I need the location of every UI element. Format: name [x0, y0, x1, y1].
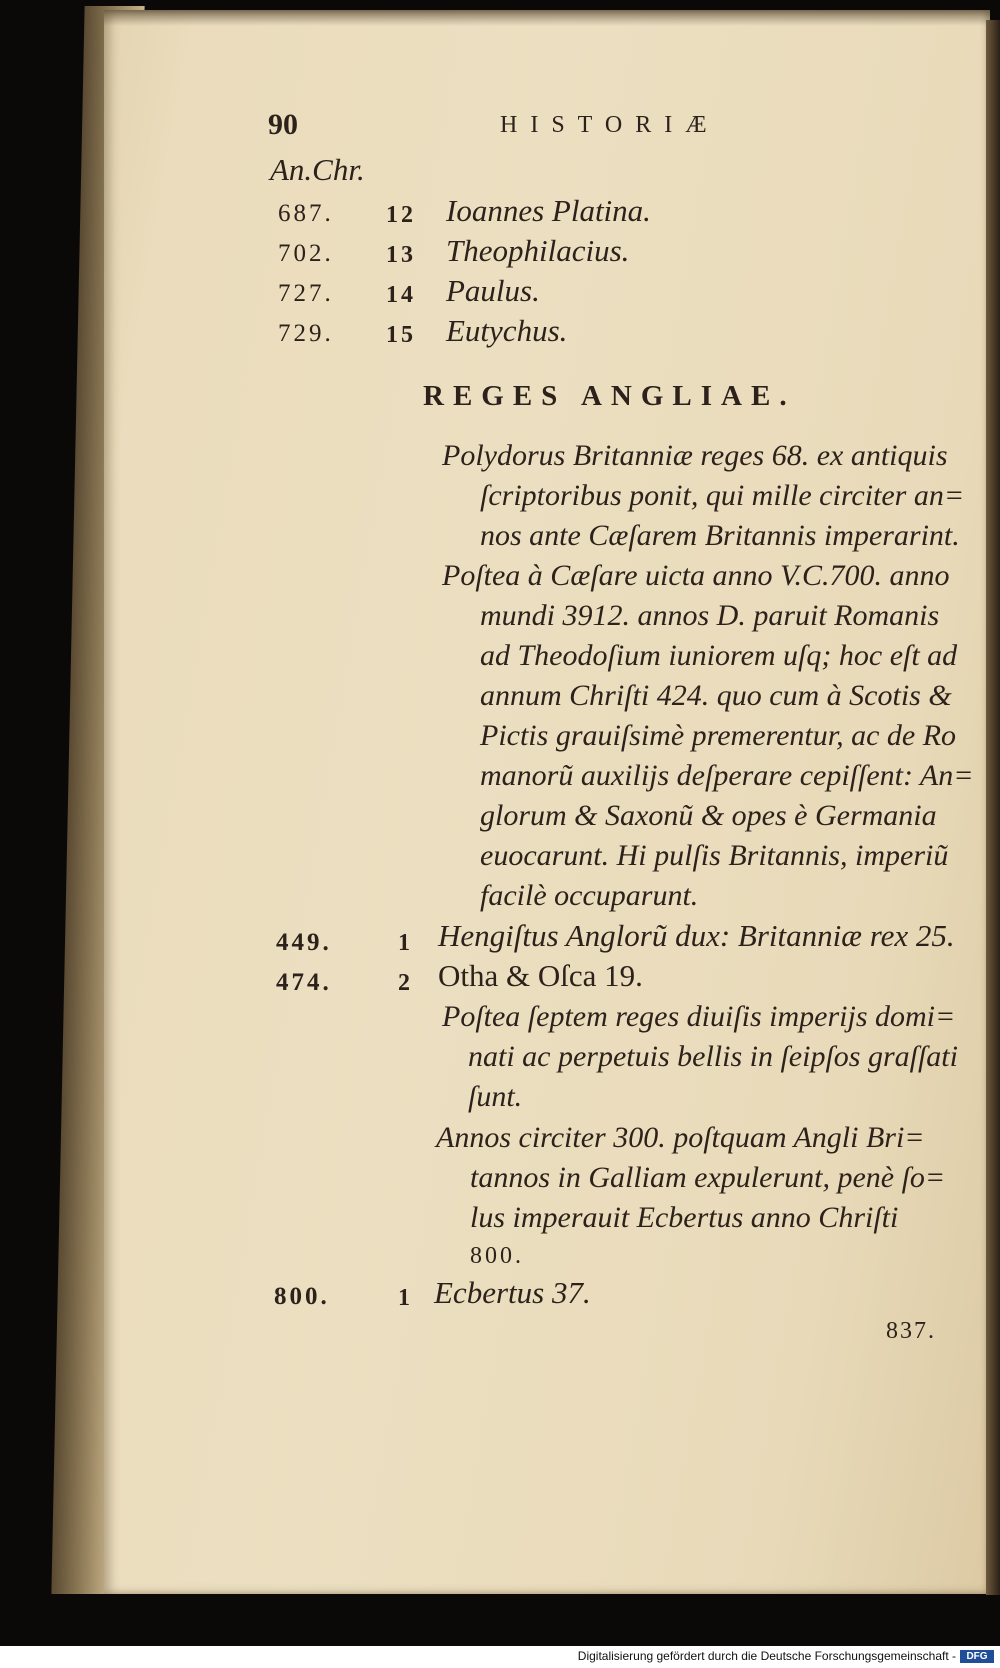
column-label: An.Chr.: [270, 152, 365, 187]
list-item-name: Ecbertus 37.: [434, 1275, 591, 1310]
footer-credit: Digitalisierung gefördert durch die Deutsche Forschungsgemeinschaft -: [577, 1649, 956, 1663]
list-item-number: 2: [398, 970, 413, 996]
page-number: 90: [268, 108, 298, 141]
list-item-number: 1: [398, 1285, 413, 1311]
paragraph-line: ad Theodoſium iuniorem uſq; hoc eſt ad: [480, 639, 958, 672]
footer-bar: [0, 1646, 1000, 1668]
list-item-name: Hengiſtus Anglorũ dux: Britanniæ rex 25.: [438, 918, 955, 953]
paragraph-line: ſunt.: [468, 1080, 523, 1113]
list-item-year: 449.: [276, 929, 332, 956]
book-edge-right: [986, 20, 1000, 1595]
list-item-number: 13: [386, 242, 416, 268]
list-item-number: 12: [386, 202, 416, 228]
paragraph-line: ſcriptoribus ponit, qui mille circiter an=: [480, 479, 965, 512]
list-item-name: Ioannes Platina.: [446, 193, 651, 228]
paragraph-line: euocarunt. Hi pulſis Britannis, imperiũ: [480, 839, 949, 872]
list-item-number: 15: [386, 322, 416, 348]
paragraph-line: Pictis grauiſsimè premerentur, ac de Ro: [480, 719, 957, 752]
list-item-year: 702.: [278, 240, 334, 267]
running-head: HISTORIÆ: [500, 112, 720, 138]
paragraph-line: Poſtea à Cæſare uicta anno V.C.700. anno: [442, 559, 950, 592]
section-title: REGES ANGLIAE.: [423, 380, 796, 412]
paragraph-line: Polydorus Britanniæ reges 68. ex antiquis: [442, 439, 948, 472]
paragraph-line: Poſtea ſeptem reges diuiſis imperijs domi=: [442, 1000, 956, 1033]
dfg-logo-icon: DFG: [960, 1650, 994, 1663]
catchword: 837.: [886, 1318, 936, 1344]
list-item-year: 800.: [274, 1283, 330, 1310]
list-item-name: Paulus.: [446, 273, 540, 308]
page-top-shade: [104, 10, 990, 26]
paragraph-line: annum Chriſti 424. quo cum à Scotis &: [480, 679, 952, 712]
list-item-name: Eutychus.: [446, 313, 568, 348]
list-item-number: 1: [398, 930, 413, 956]
paragraph-line: Annos circiter 300. poſtquam Angli Bri=: [436, 1121, 925, 1154]
list-item-name: Theophilacius.: [446, 233, 630, 268]
list-item-year: 687.: [278, 200, 334, 227]
paragraph-line: mundi 3912. annos D. paruit Romanis: [480, 599, 940, 632]
paragraph-line: manorũ auxilijs deſperare cepiſſent: An=: [480, 759, 974, 792]
list-item-number: 14: [386, 282, 416, 308]
list-item-year: 727.: [278, 280, 334, 307]
list-item-name: Otha & Oſca 19.: [438, 958, 643, 993]
paragraph-line: 800.: [470, 1243, 524, 1269]
list-item-year: 474.: [276, 969, 332, 996]
paragraph-line: glorum & Saxonũ & opes è Germania: [480, 799, 937, 832]
paragraph-line: nos ante Cæſarem Britannis imperarint.: [480, 519, 960, 552]
paragraph-line: nati ac perpetuis bellis in ſeipſos graſſati: [468, 1040, 958, 1073]
paragraph-line: facilè occuparunt.: [480, 879, 699, 912]
list-item-year: 729.: [278, 320, 334, 347]
paragraph-line: lus imperauit Ecbertus anno Chriſti: [470, 1201, 899, 1234]
paragraph-line: tannos in Galliam expulerunt, penè ſo=: [470, 1161, 946, 1194]
